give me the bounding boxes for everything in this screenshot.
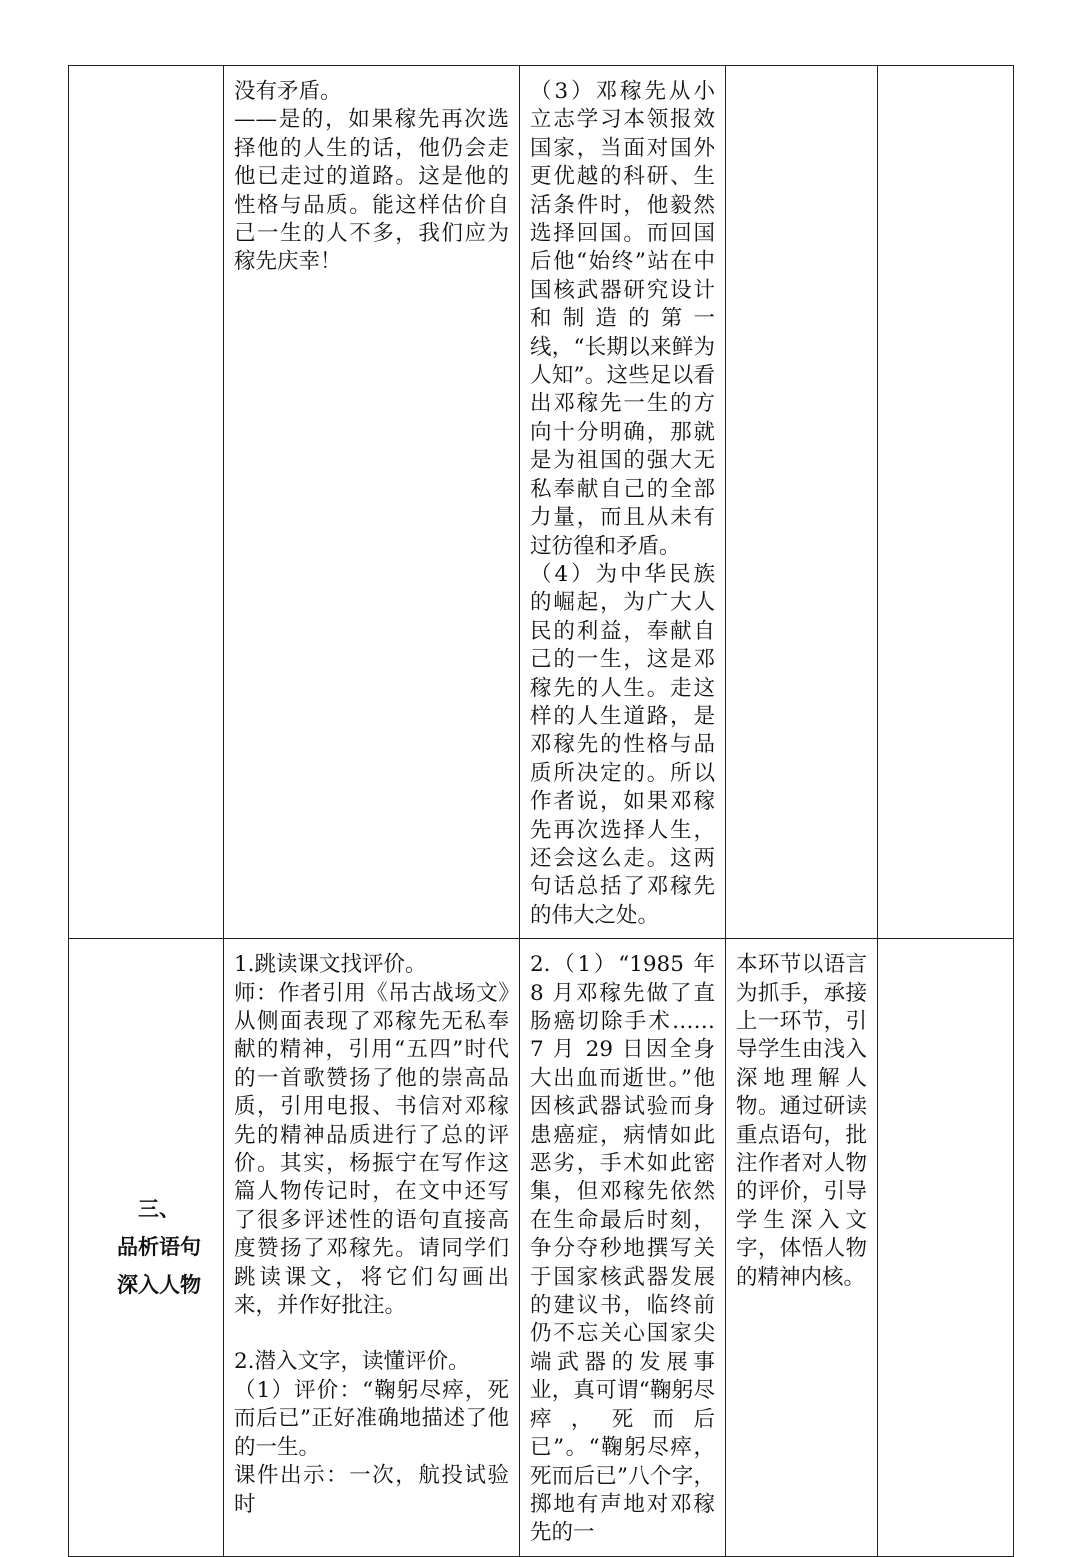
stage-number: 三、 xyxy=(138,1197,180,1222)
student-activity-cell xyxy=(520,939,726,1557)
design-intent-cell xyxy=(726,939,878,1557)
paragraph: 2.（1）“1985 年 8 月邓稼先做了直肠癌切除手术……7 月 29 日因全身大出血而逝世。”他因核武器试验而身患癌症，病情如此恶劣，手术如此密集，但邓稼先依然在生命最后时刻，争分夺秒地撰写关于国家核武器发展的建议书，临终前仍不忘关心国家尖端武器的发展事业，真可谓“鞠躬尽瘁，死而后已”。“鞠躬尽瘁，死而后已”八个字，掷地有声地对邓稼先的一 xyxy=(530,952,715,1546)
paragraph: 2.潜入文字，读懂评价。 xyxy=(234,1349,470,1375)
design-intent-cell xyxy=(726,66,878,939)
stage-cell xyxy=(69,939,224,1557)
stage-title-line1: 品析语句 xyxy=(117,1235,201,1260)
notes-cell xyxy=(878,66,1014,939)
stage-title-line2: 深入人物 xyxy=(117,1273,201,1298)
teacher-activity-cell xyxy=(224,66,520,939)
lesson-plan-table xyxy=(68,65,1014,1557)
paragraph: 师：作者引用《吊古战场文》从侧面表现了邓稼先无私奉献的精神，引用“五四”时代的一首歌赞扬了他的崇高品质，引用电报、书信对邓稼先的精神品质进行了总的评价。其实，杨振宁在写作这篇人物传记时，在文中还写了很多评述性的语句直接高度赞扬了邓稼先。请同学们跳读课文，将它们勾画出来，并作好批注。 xyxy=(234,980,509,1319)
student-activity-cell xyxy=(520,66,726,939)
teacher-activity-cell xyxy=(224,939,520,1557)
paragraph: 没有矛盾。 xyxy=(234,79,342,104)
paragraph: （3）邓稼先从小立志学习本领报效国家，当面对国外更优越的科研、生活条件时，他毅然选择回国。而回国后他“始终”站在中国核武器研究设计和制造的第一线，“长期以来鲜为人知”。这些足以看出邓稼先一生的方向十分明确，那就是为祖国的强大无私奉献自己的全部力量，而且从未有过彷徨和矛盾。 xyxy=(530,79,715,559)
table-row xyxy=(69,939,1014,1557)
paragraph: （4）为中华民族的崛起，为广大人民的利益，奉献自己的一生，这是邓稼先的人生。走这样的人生道路，是邓稼先的性格与品质所决定的。所以作者说，如果邓稼先再次选择人生，还会这么走。这两句话总括了邓稼先的伟大之处。 xyxy=(530,561,715,928)
paragraph: （1）评价：“鞠躬尽瘁，死而后已”正好准确地描述了他的一生。 xyxy=(234,1377,509,1460)
paragraph: 课件出示：一次，航投试验时 xyxy=(234,1463,509,1517)
paragraph: 本环节以语言为抓手，承接上一环节，引导学生由浅入深地理解人物。通过研读重点语句，批注作者对人物的评价，引导学生深入文字，体悟人物的精神内核。 xyxy=(736,952,867,1290)
paragraph: 1.跳读课文找评价。 xyxy=(234,952,427,978)
notes-cell xyxy=(878,939,1014,1557)
stage-cell xyxy=(69,66,224,939)
table-row xyxy=(69,66,1014,939)
paragraph: ——是的，如果稼先再次选择他的人生的话，他仍会走他已走过的道路。这是他的性格与品质。能这样估价自己一生的人不多，我们应为稼先庆幸！ xyxy=(234,107,509,275)
